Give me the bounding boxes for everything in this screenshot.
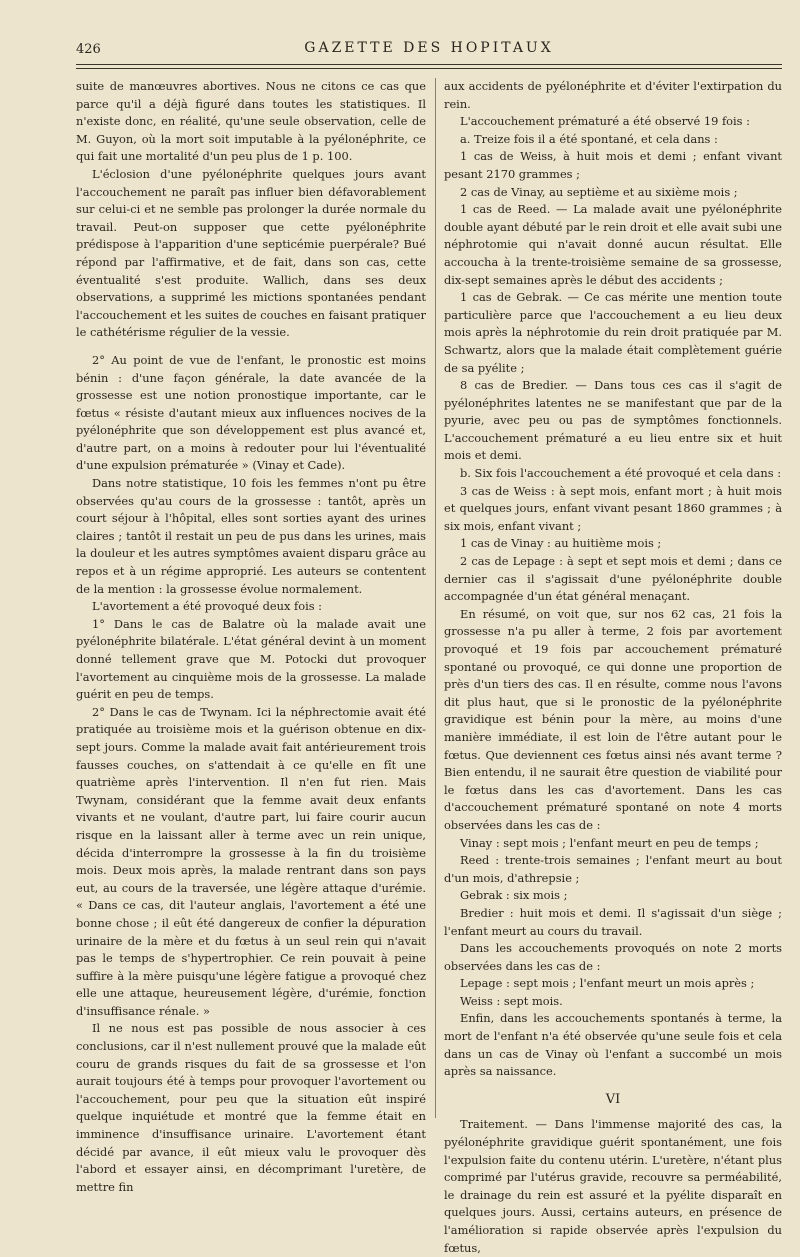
paragraph: Dans notre statistique, 10 fois les femmes n'ont pu être observées qu'au cours de la grossesse : tantôt, après un court séjour à l'hôpital, elles sont sorties ayant des urines claires ; tantôt il restait un peu de pus dans les urines, mais la douleur et les autres symptômes avaient disparu grâce au repos et à un régime approprié. Les auteurs se contentent de la mention : la grossesse évolue normalement.	[76, 476, 426, 596]
page-number: 426	[76, 42, 101, 57]
paragraph: Weiss : sept mois.	[460, 993, 563, 1008]
paragraph: suite de manœuvres abortives. Nous ne citons ce cas que parce qu'il a déjà figuré dans toutes les statistiques. Il n'existe donc, en réalité, qu'une seule observation, celle de M. Guyon, où la mort soit imputable à la pyélonéphrite, ce qui fait une mortalité d'un peu plus de 1 p. 100.	[76, 79, 426, 164]
left-column	[76, 78, 426, 1196]
paragraph: aux accidents de pyélonéphrite et d'éviter l'extirpation du rein.	[444, 79, 782, 111]
paragraph: Reed : trente-trois semaines ; l'enfant meurt au bout d'un mois, d'athrepsie ;	[444, 853, 782, 885]
paragraph: 3 cas de Weiss : à sept mois, enfant mort ; à huit mois et quelques jours, enfant vivant pesant 1860 grammes ; à six mois, enfant vivant ;	[444, 483, 782, 533]
paragraph: Bredier : huit mois et demi. Il s'agissait d'un siège ; l'enfant meurt au cours du travail.	[444, 905, 782, 938]
paragraph: 1 cas de Vinay : au huitième mois ;	[460, 536, 662, 551]
paragraph: 1 cas de Gebrak. — Ce cas mérite une mention toute particulière parce que l'accouchement a eu lieu deux mois après la néphrotomie du rein droit pratiquée par M. Schwartz, alors que la malade était complètement guérie de sa pyélite ;	[444, 290, 782, 375]
paragraph: Vinay : sept mois ; l'enfant meurt en peu de temps ;	[460, 835, 759, 850]
paragraph: a. Treize fois il a été spontané, et cela dans :	[460, 131, 718, 146]
paragraph: 1 cas de Reed. — La malade avait une pyélonéphrite double ayant débuté par le rein droit et elle avait subi une néphrotomie qui n'avait donné aucun résultat. Elle accoucha à la trente-troisième semaine de sa grossesse, dix-sept semaines après le début des accidents ;	[444, 202, 782, 287]
journal-title: GAZETTE DES HOPITAUX	[304, 40, 554, 56]
paragraph: 1 cas de Weiss, à huit mois et demi ; enfant vivant pesant 2170 grammes ;	[444, 149, 782, 181]
column-divider	[435, 78, 436, 1118]
paragraph: 2° Dans le cas de Twynam. Ici la néphrectomie avait été pratiquée au troisième mois et la guérison obtenue en dix-sept jours. Comme la malade avait fait antérieurement trois fausses couches, on s'attendait à ce qu'elle en fît une quatrième après l'intervention. Il n'en fut rien. Mais Twynam, considérant que la femme avait deux enfants vivants et ne voulant, d'autre part, lui faire courir aucun risque en la laissant aller à terme avec un rein unique, décida d'interrompre la grossesse à la fin du troisième mois. Deux mois après, la malade rentrant dans son pays eut, au cours de la traversée, une légère attaque d'urémie. « Dans ce cas, dit l'auteur anglais, l'avortement a été une bonne chose ; il eût été dangereux de confier la dépuration urinaire de la mère et du fœtus à un seul rein qui n'avait pas le temps de s'hypertrophier. Ce rein pouvait à peine suffire à la mère puisqu'une légère fatigue a provoqué chez elle une attaque, heureusement légère, d'urémie, fonction d'insuffisance rénale. »	[76, 704, 426, 1018]
paragraph: Dans les accouchements provoqués on note 2 morts observées dans les cas de :	[444, 941, 782, 973]
header-rule-bottom	[76, 68, 782, 69]
header-rule-top	[76, 64, 782, 65]
paragraph: 1° Dans le cas de Balatre où la malade avait une pyélonéphrite bilatérale. L'état général devint à un moment donné tellement grave que M. Potocki dut provoquer l'avortement au cinquième mois de la grossesse. La malade guérit en peu de temps.	[76, 616, 426, 702]
paragraph: 2 cas de Lepage : à sept et sept mois et demi ; dans ce dernier cas il s'agissait d'une pyélonéphrite double accompagnée d'un état général menaçant.	[444, 554, 782, 604]
paragraph: 8 cas de Bredier. — Dans tous ces cas il s'agit de pyélonéphrites latentes ne se manifestant que par de la pyurie, avec peu ou pas de symptômes fonctionnels. L'accouchement prématuré a eu lieu entre six et huit mois et demi.	[444, 378, 782, 463]
paragraph: L'éclosion d'une pyélonéphrite quelques jours avant l'accouchement ne paraît pas influer bien défavorablement sur celui-ci et ne semble pas prolonger la durée normale du travail. Peut-on supposer que cette pyélonéphrite prédispose à l'apparition d'une septicémie puerpérale? Bué répond par l'affirmative, et de fait, dans son cas, cette éventualité s'est produite. Wallich, dans ses deux observations, a supprimé les mictions spontanées pendant l'accouchement et les suites de couches en faisant pratiquer le cathétérisme régulier de la vessie.	[76, 166, 426, 340]
paragraph: L'accouchement prématuré a été observé 19 fois :	[460, 114, 750, 129]
paragraph: Traitement. — Dans l'immense majorité des cas, la pyélonéphrite gravidique guérit spontanément, une fois l'expulsion faite du contenu utérin. L'uretère, n'étant plus comprimé par l'utérus gravide, recouvre sa perméabilité, le drainage du rein est assuré et la pyélite disparaît en quelques jours. Aussi, certains auteurs, en présence de l'amélioration si rapide observée après l'expulsion du fœtus,	[444, 1117, 782, 1255]
paragraph: En résumé, on voit que, sur nos 62 cas, 21 fois la grossesse n'a pu aller à terme, 2 fois par avortement provoqué et 19 fois par accouchement prématuré spontané ou provoqué, ce qui donne une proportion de près d'un tiers des cas. Il en résulte, comme nous l'avons dit plus haut, que si le pronostic de la pyélonéphrite gravidique est bénin pour la mère, au moins d'une manière immédiate, il est loin de l'être autant pour le fœtus. Que deviennent ces fœtus ainsi nés avant terme ? Bien entendu, il ne saurait être question de viabilité pour le fœtus dans les cas d'avortement. Dans les cas d'accouchement prématuré spontané on note 4 morts observées dans les cas de :	[444, 606, 782, 832]
section-number: VI	[605, 1091, 621, 1107]
paragraph: Enfin, dans les accouchements spontanés à terme, la mort de l'enfant n'a été observée qu'une seule fois et cela dans un cas de Vinay où l'enfant a succombé un mois après sa naissance.	[444, 1011, 782, 1079]
paragraph: b. Six fois l'accouchement a été provoqué et cela dans :	[460, 466, 782, 481]
paragraph: Lepage : sept mois ; l'enfant meurt un mois après ;	[460, 976, 755, 991]
paragraph: 2° Au point de vue de l'enfant, le pronostic est moins bénin : d'une façon générale, la date avancée de la grossesse est une notion pronostique importante, car le fœtus « résiste d'autant mieux aux influences nocives de la pyélonéphrite que son développement est plus avancé et, d'autre part, on a moins à redouter pour lui l'éventualité d'une expulsion prématurée » (Vinay et Cade).	[76, 352, 426, 473]
paragraph: Gebrak : six mois ;	[460, 888, 568, 903]
page-header	[76, 38, 782, 62]
paragraph: Il ne nous est pas possible de nous associer à ces conclusions, car il n'est nullement prouvé que la malade eût couru de grands risques du fait de sa grossesse et l'on aurait toujours été à temps pour provoquer l'avortement ou l'accouchement, pour peu que la situation eût inspiré quelque inquiétude et montré que la femme était en imminence d'insuffisance urinaire. L'avortement étant décidé par avance, il eût mieux valu le provoquer dès l'abord et essayer ainsi, en décomprimant l'uretère, de mettre fin	[76, 1021, 426, 1194]
paragraph: L'avortement a été provoqué deux fois :	[92, 599, 323, 614]
right-column	[444, 78, 782, 1257]
paragraph: 2 cas de Vinay, au septième et au sixième mois ;	[460, 184, 738, 199]
